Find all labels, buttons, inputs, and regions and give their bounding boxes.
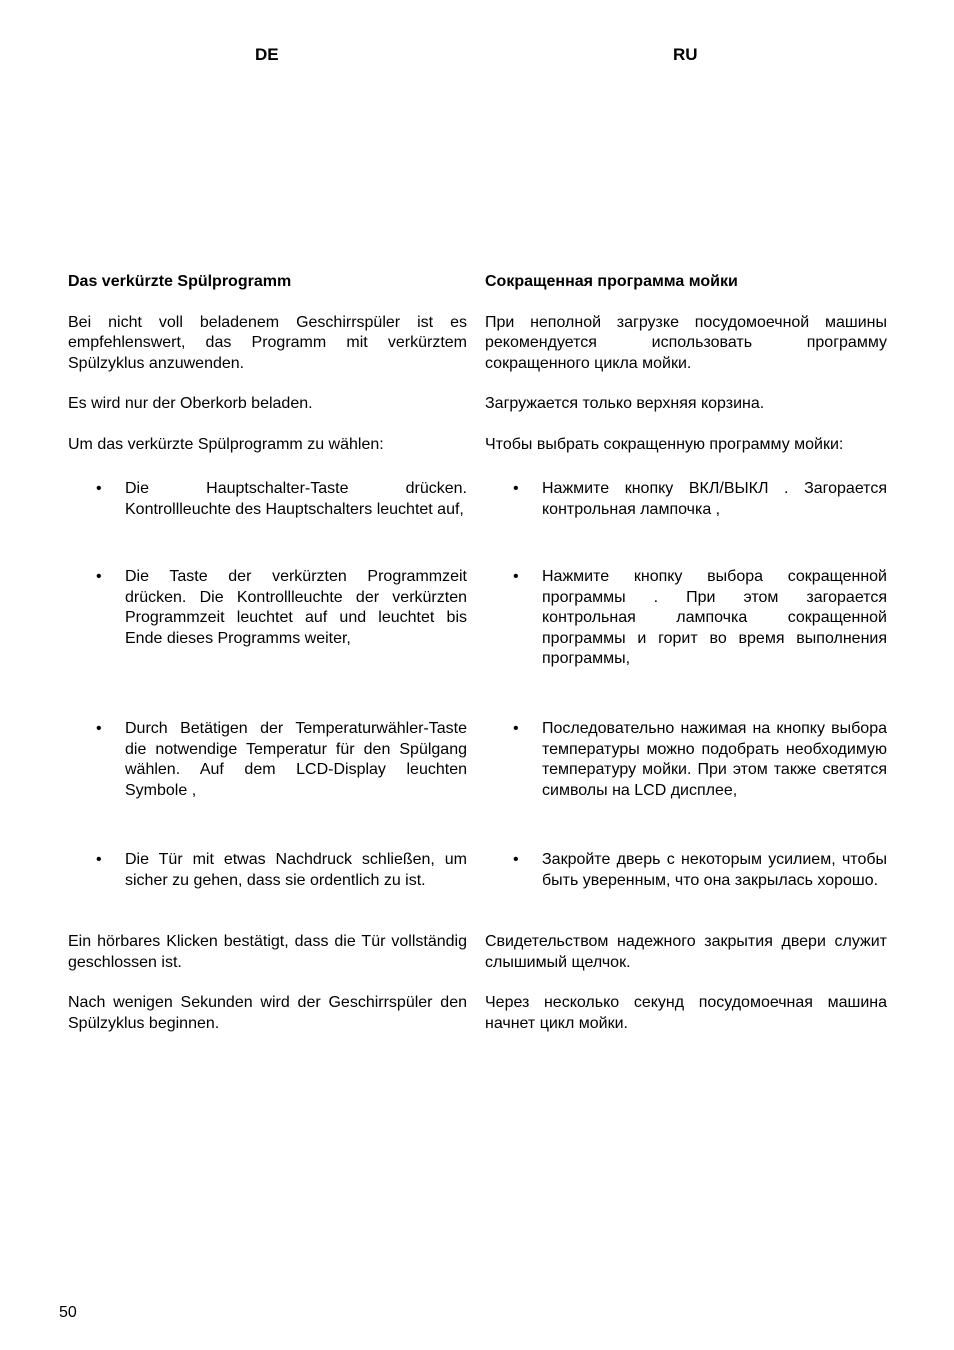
list-item: [68, 479, 467, 567]
list-item-text: Закройте дверь с некоторым усилием, чтобы быть уверенным, что она закрылась хорошо.: [542, 851, 887, 889]
list-item: [68, 850, 467, 932]
list-item: [485, 479, 887, 567]
language-label-ru: RU: [673, 45, 698, 64]
paragraph: При неполной загрузке посудомоечной машины рекомендуется использовать программу сокращенного цикла мойки.: [485, 313, 887, 372]
list-item-text: Нажмите кнопку выбора сокращенной программы . При этом загорается контрольная лампочка сокращенной программы и горит во время выполнения программы,: [542, 568, 887, 667]
column-ru: [485, 272, 887, 1034]
bullet-icon: •: [513, 851, 519, 868]
paragraph: Загружается только верхняя корзина.: [485, 395, 765, 412]
page-number: 50: [59, 1304, 77, 1321]
paragraph: Чтобы выбрать сокращенную программу мойки:: [485, 435, 844, 453]
section-title: Сокращенная программа мойки: [485, 273, 738, 290]
list-item-text: Die Hauptschalter-Taste drücken. Kontrollleuchte des Hauptschalters leuchtet auf,: [125, 480, 467, 518]
section-title: Das verkürzte Spülprogramm: [68, 273, 292, 290]
bullet-icon: •: [96, 480, 102, 497]
list-item-text: Die Tür mit etwas Nachdruck schließen, um sicher zu gehen, dass sie ordentlich zu ist.: [125, 851, 467, 889]
paragraph: Es wird nur der Oberkorb beladen.: [68, 395, 313, 412]
paragraph: Nach wenigen Sekunden wird der Geschirrspüler den Spülzyklus beginnen.: [68, 994, 467, 1032]
bullet-icon: •: [96, 851, 102, 868]
bullet-icon: •: [96, 720, 102, 737]
language-label-de: DE: [255, 45, 279, 64]
list-item-text: Die Taste der verkürzten Programmzeit drücken. Die Kontrollleuchte der verkürzten Programmzeit leuchtet auf und leuchtet bis Ende dieses Programms weiter,: [125, 568, 467, 647]
bullet-icon: •: [513, 568, 519, 585]
list-item: [485, 719, 887, 850]
instruction-list: [68, 479, 467, 932]
list-item-text: Durch Betätigen der Temperaturwähler-Taste die notwendige Temperatur für den Spülgang wählen. Auf dem LCD-Display leuchten Symbole ,: [125, 720, 467, 799]
list-item: [68, 567, 467, 719]
paragraph: Um das verkürzte Spülprogramm zu wählen:: [68, 435, 384, 453]
list-item: [68, 719, 467, 850]
paragraph: Ein hörbares Klicken bestätigt, dass die Tür vollständig geschlossen ist.: [68, 933, 467, 971]
list-item: [485, 567, 887, 719]
bullet-icon: •: [96, 568, 102, 585]
list-item-text: Нажмите кнопку ВКЛ/ВЫКЛ . Загорается контрольная лампочка ,: [542, 480, 887, 518]
column-de: [68, 272, 467, 1034]
paragraph: Через несколько секунд посудомоечная машина начнет цикл мойки.: [485, 994, 887, 1032]
instruction-list: [485, 479, 887, 932]
list-item: [485, 850, 887, 932]
bullet-icon: •: [513, 480, 519, 497]
paragraph: Свидетельством надежного закрытия двери служит слышимый щелчок.: [485, 933, 887, 971]
paragraph: Bei nicht voll beladenem Geschirrspüler ist es empfehlenswert, das Programm mit verkürztem Spülzyklus anzuwenden.: [68, 313, 467, 372]
bullet-icon: •: [513, 720, 519, 737]
list-item-text: Последовательно нажимая на кнопку выбора температуры можно подобрать необходимую температуру мойки. При этом также светятся символы на LCD дисплее,: [542, 720, 887, 799]
